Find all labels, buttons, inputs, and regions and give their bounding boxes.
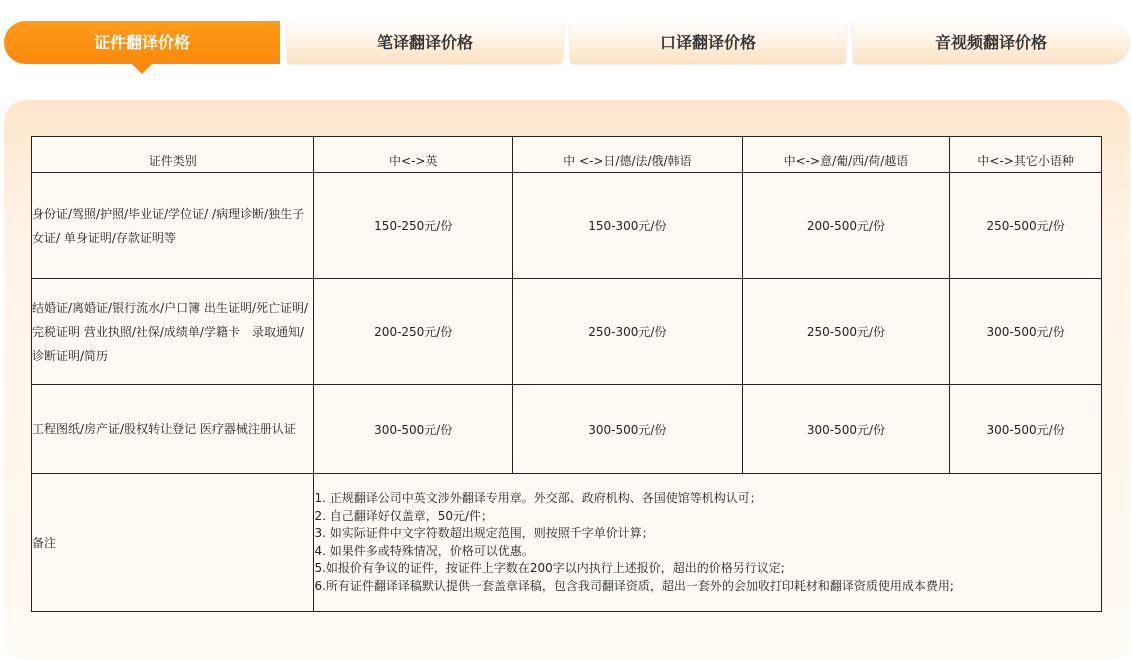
note-item: 5.如报价有争议的证件，按证件上字数在200字以内执行上述报价，超出的价格另行议定; [314,561,785,575]
header-zh-it-pt-es-nl-vi: 中<->意/葡/西/荷/越语 [742,137,950,173]
tab-interpretation[interactable]: 口译翻译价格 [570,22,846,63]
price-cell: 300-500元/份 [950,385,1102,474]
header-document-type: 证件类别 [32,137,314,173]
table-row [32,385,1102,474]
note-item: 1. 正规翻译公司中英文涉外翻译专用章。外交部、政府机构、各国使馆等机构认可； [314,491,762,505]
note-item: 2. 自己翻译好仅盖章，50元/件； [314,508,494,523]
price-cell: 150-250元/份 [314,173,513,279]
price-table [31,136,1102,612]
price-cell: 200-250元/份 [314,279,513,385]
tab-certificate-translation[interactable]: 证件翻译价格 [4,21,280,64]
row-document-type: 工程图纸/房产证/股权转让登记 医疗器械注册认证 [32,385,314,474]
price-cell: 250-500元/份 [950,173,1102,279]
table-row [32,173,1102,279]
price-cell: 300-500元/份 [513,385,743,474]
row-document-type: 结婚证/离婚证/银行流水/户口簿 出生证明/死亡证明/完税证明 营业执照/社保/成绩单/学籍卡 录取通知/诊断证明/简历 [32,279,314,385]
price-cell: 300-500元/份 [950,279,1102,385]
note-item: 3. 如实际证件中文字符数超出规定范围，则按照千字单价计算； [314,526,654,540]
note-item: 6.所有证件翻译译稿默认提供一套盖章译稿，包含我司翻译资质，超出一套外的会加收打印耗材和翻译资质使用成本费用; [314,578,954,593]
price-cell: 200-500元/份 [742,173,950,279]
header-zh-en: 中<->英 [314,137,513,173]
price-cell: 150-300元/份 [513,173,743,279]
row-document-type: 身份证/驾照/护照/毕业证/学位证/ /病理诊断/独生子女证/ 单身证明/存款证明等 [32,173,314,279]
notes-row [32,474,1102,612]
notes-content [314,474,1102,612]
price-cell: 250-300元/份 [513,279,743,385]
header-zh-ja-de-fr-ru-ko: 中 <->日/德/法/俄/韩语 [513,137,743,173]
tab-written-translation[interactable]: 笔译翻译价格 [287,22,563,63]
price-cell: 300-500元/份 [314,385,513,474]
price-cell: 300-500元/份 [742,385,950,474]
tab-audio-video-translation[interactable]: 音视频翻译价格 [853,22,1129,63]
header-zh-other: 中<->其它小语种 [950,137,1102,173]
price-cell: 250-500元/份 [742,279,950,385]
notes-label: 备注 [32,474,314,612]
table-header-row [32,137,1102,173]
table-row [32,279,1102,385]
note-item: 4. 如果件多或特殊情况，价格可以优惠。 [314,543,534,558]
tab-bar [0,20,1132,76]
